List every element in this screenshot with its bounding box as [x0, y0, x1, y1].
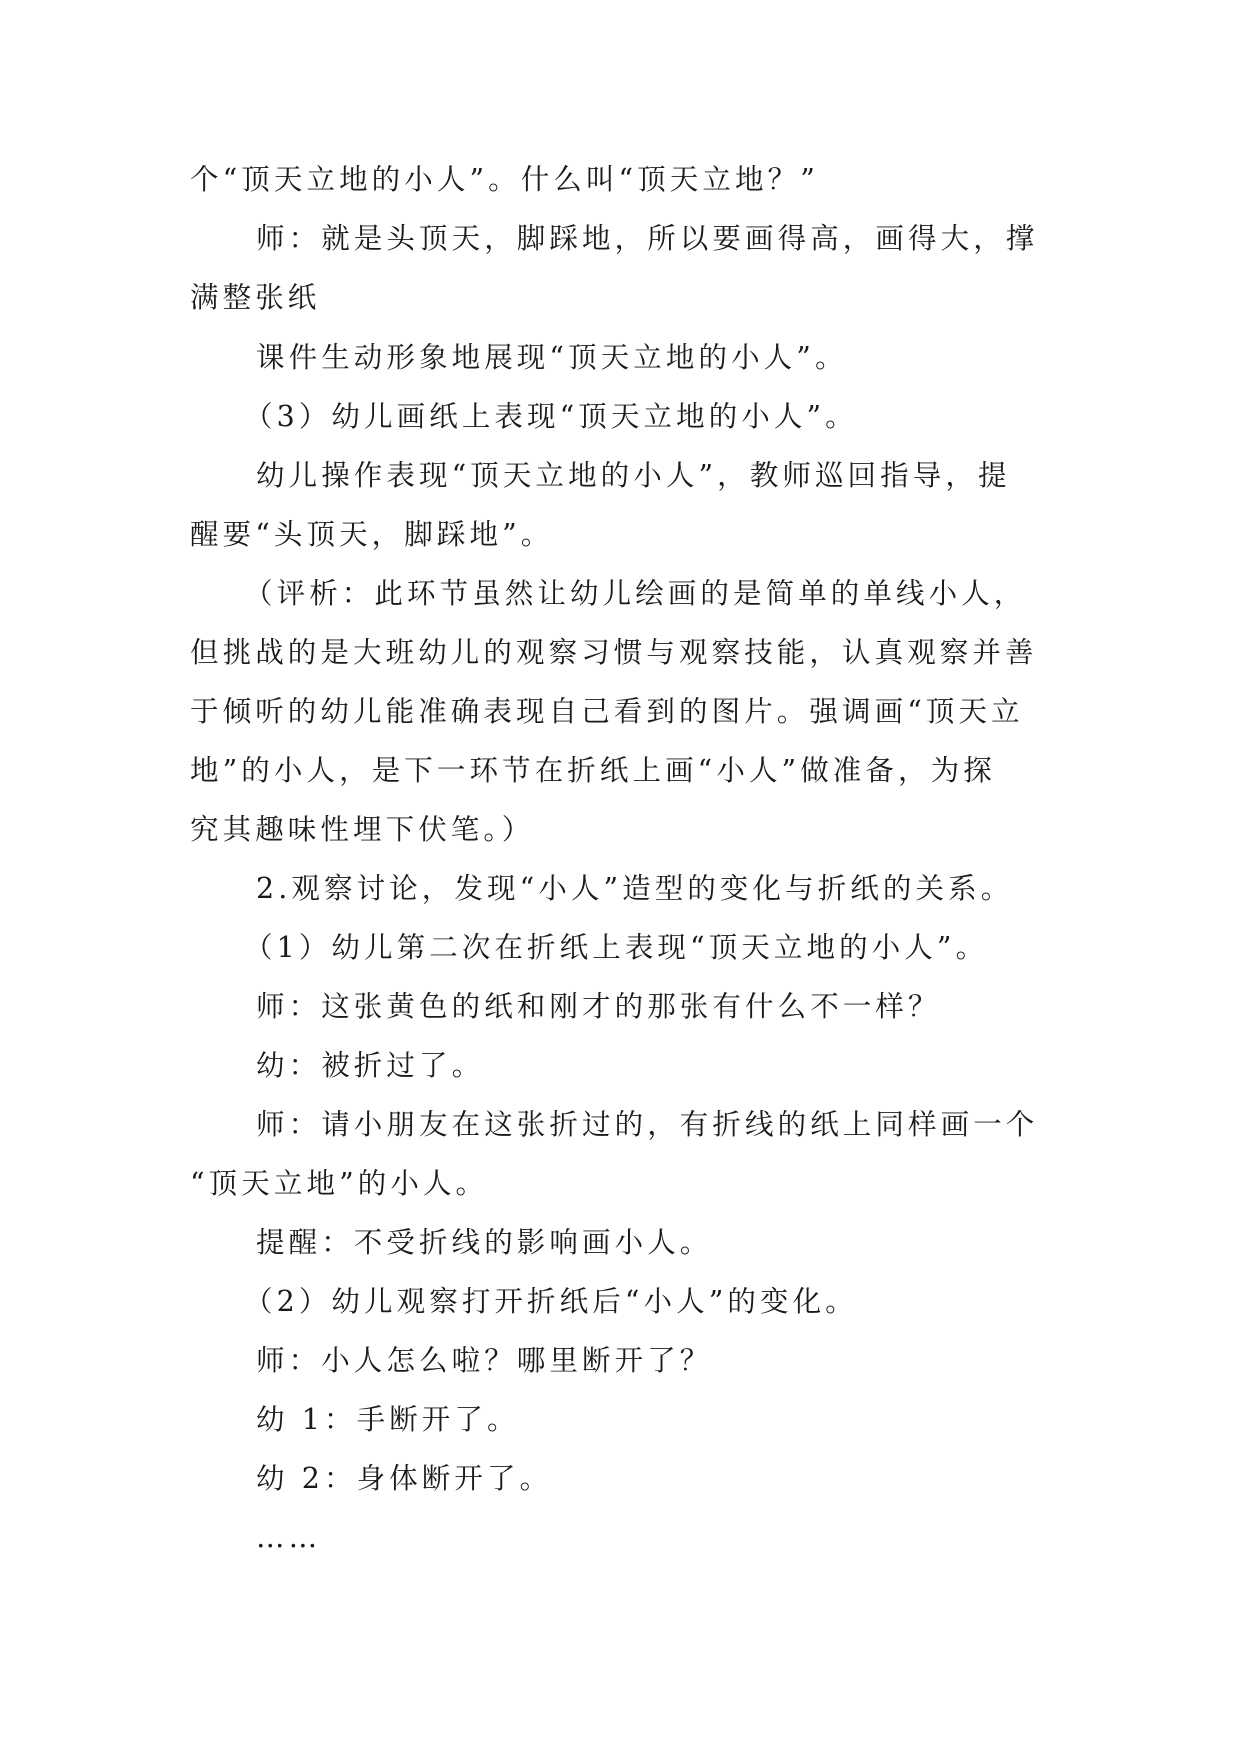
text-line: 2.观察讨论，发现“小人”造型的变化与折纸的关系。	[256, 872, 1014, 905]
text-line: 个“顶天立地的小人”。什么叫“顶天立地？”	[190, 163, 819, 196]
text-line: 幼：被折过了。	[256, 1049, 485, 1082]
text-line: ……	[256, 1521, 322, 1554]
text-line: 于倾听的幼儿能准确表现自己看到的图片。强调画“顶天立	[190, 695, 1024, 728]
text-line: （1）幼儿第二次在折纸上表现“顶天立地的小人”。	[244, 931, 989, 964]
text-line: 师：这张黄色的纸和刚才的那张有什么不一样？	[256, 990, 941, 1023]
text-line: 幼儿操作表现“顶天立地的小人”，教师巡回指导，提	[256, 459, 1011, 492]
text-line: 师：请小朋友在这张折过的，有折线的纸上同样画一个	[256, 1108, 1039, 1141]
text-line: 满整张纸	[190, 281, 321, 314]
text-line: 师：就是头顶天，脚踩地，所以要画得高，画得大，撑	[256, 222, 1039, 255]
text-line: 地”的小人，是下一环节在折纸上画“小人”做准备，为探	[190, 754, 996, 787]
text-line: 提醒：不受折线的影响画小人。	[256, 1226, 713, 1259]
text-line: “顶天立地”的小人。	[190, 1167, 489, 1200]
text-line: 究其趣味性埋下伏笔。）	[190, 813, 535, 846]
text-line: 醒要“头顶天，脚踩地”。	[190, 518, 554, 551]
text-line: （评析：此环节虽然让幼儿绘画的是简单的单线小人，	[244, 577, 1027, 610]
text-line: （2）幼儿观察打开折纸后“小人”的变化。	[244, 1285, 858, 1318]
text-line: 幼 1：手断开了。	[256, 1403, 520, 1436]
text-line: （3）幼儿画纸上表现“顶天立地的小人”。	[244, 400, 858, 433]
text-line: 课件生动形象地展现“顶天立地的小人”。	[256, 341, 848, 374]
text-line: 但挑战的是大班幼儿的观察习惯与观察技能，认真观察并善	[190, 636, 1038, 669]
text-line: 师：小人怎么啦？哪里断开了？	[256, 1344, 713, 1377]
text-line: 幼 2：身体断开了。	[256, 1462, 553, 1495]
